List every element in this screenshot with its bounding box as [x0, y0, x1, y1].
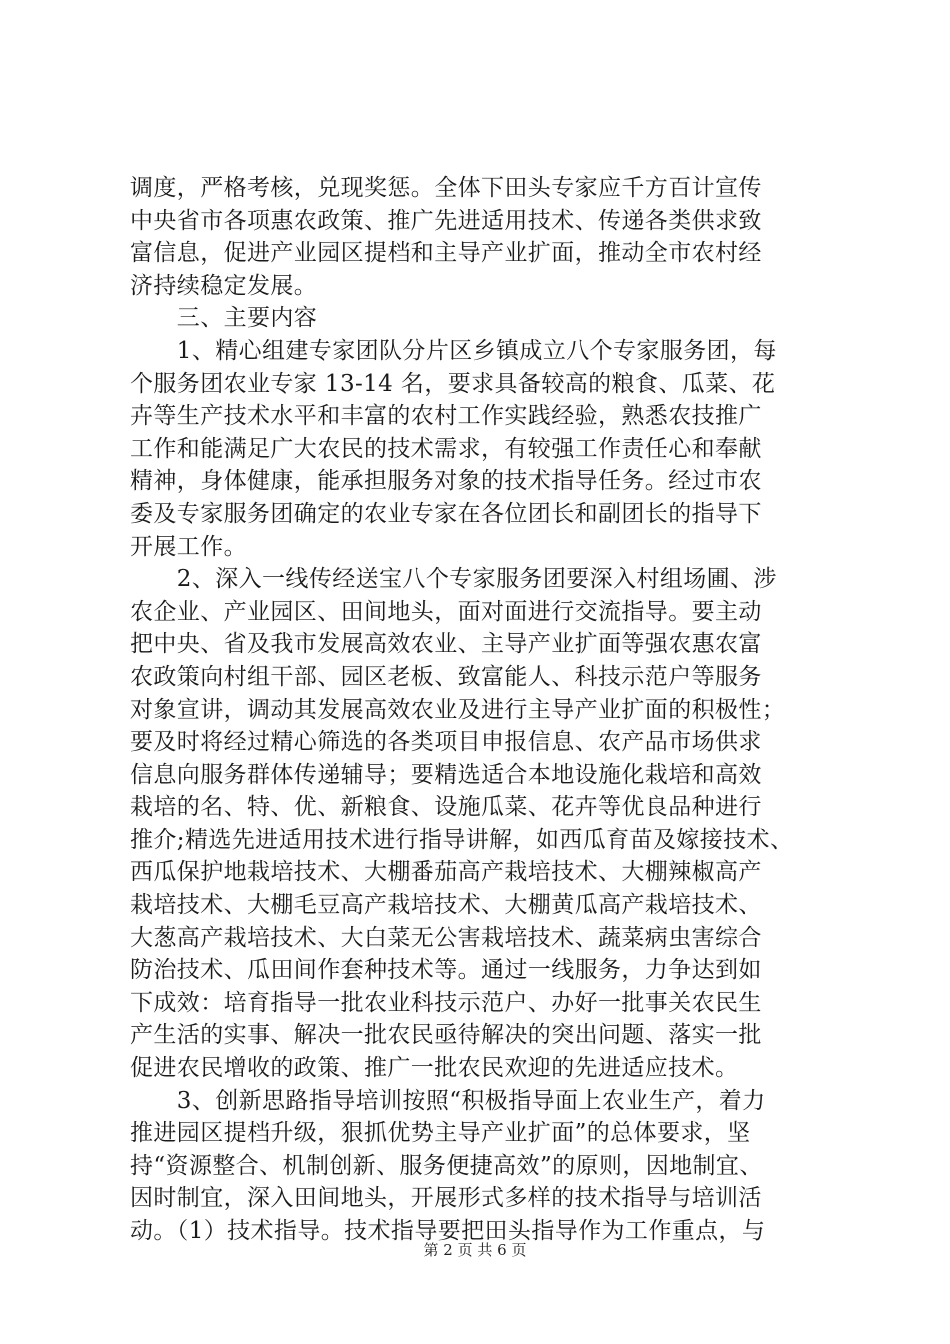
text-line: 1、精心组建专家团队分片区乡镇成立八个专家服务团，每 [130, 337, 777, 364]
text-line: 2、深入一线传经送宝八个专家服务团要深入村组场圃、涉 [130, 566, 777, 593]
text-line: 产生活的实事、解决一批农民亟待解决的突出问题、落实一批 [130, 1022, 762, 1049]
text-line: 持“资源整合、机制创新、服务便捷高效”的原则，因地制宜、 [130, 1152, 763, 1179]
text-line: 农政策向村组干部、园区老板、致富能人、科技示范户等服务 [130, 663, 762, 690]
text-line: 西瓜保护地栽培技术、大棚番茄高产栽培技术、大棚辣椒高产 [130, 859, 762, 886]
text-line: 精神，身体健康，能承担服务对象的技术指导任务。经过市农 [130, 468, 762, 495]
text-line: 开展工作。 [130, 533, 247, 560]
text-line: 卉等生产技术水平和丰富的农村工作实践经验，熟悉农技推广 [130, 403, 762, 430]
text-line: 3、创新思路指导培训按照“积极指导面上农业生产，着力 [130, 1087, 766, 1114]
text-line: 把中央、省及我市发展高效农业、主导产业扩面等强农惠农富 [130, 631, 762, 658]
text-line: 富信息，促进产业园区提档和主导产业扩面，推动全市农村经 [130, 240, 762, 267]
text-line: 农企业、产业园区、田间地头，面对面进行交流指导。要主动 [130, 598, 762, 625]
text-line: 大葱高产栽培技术、大白菜无公害栽培技术、蔬菜病虫害综合 [130, 924, 762, 951]
text-line: 济持续稳定发展。 [130, 272, 318, 299]
text-line: 防治技术、瓜田间作套种技术等。通过一线服务，力争达到如 [130, 957, 762, 984]
text-line: 促进农民增收的政策、推广一批农民欢迎的先进适应技术。 [130, 1055, 739, 1082]
page-footer: 第 2 页 共 6 页 [423, 1241, 527, 1259]
text-line: 委及专家服务团确定的农业专家在各位团长和副团长的指导下 [130, 500, 762, 527]
text-line: 栽培的名、特、优、新粮食、设施瓜菜、花卉等优良品种进行 [130, 794, 762, 821]
text-line: 动。（1）技术指导。技术指导要把田头指导作为工作重点，与 [130, 1218, 766, 1244]
text-line: 调度，严格考核，兑现奖惩。全体下田头专家应千方百计宣传 [130, 175, 762, 201]
text-line: 要及时将经过精心筛选的各类项目申报信息、农产品市场供求 [130, 729, 762, 756]
text-line: 信息向服务群体传递辅导；要精选适合本地设施化栽培和高效 [130, 761, 762, 788]
text-line: 栽培技术、大棚毛豆高产栽培技术、大棚黄瓜高产栽培技术、 [130, 892, 762, 919]
text-line: 工作和能满足广大农民的技术需求，有较强工作责任心和奉献 [130, 435, 762, 462]
text-line: 下成效：培育指导一批农业科技示范户、办好一批事关农民生 [130, 989, 762, 1016]
text-line: 中央省市各项惠农政策、推广先进适用技术、传递各类供求致 [130, 207, 762, 234]
body-text [130, 172, 830, 1248]
text-line: 个服务团农业专家 13-14 名，要求具备较高的粮食、瓜菜、花 [130, 370, 776, 397]
text-line: 推进园区提档升级，狠抓优势主导产业扩面”的总体要求，坚 [130, 1120, 751, 1147]
text-line: 因时制宜，深入田间地头，开展形式多样的技术指导与培训活 [130, 1185, 762, 1212]
text-line: 对象宣讲，调动其发展高效农业及进行主导产业扩面的积极性； [130, 696, 786, 723]
text-line: 三、主要内容 [130, 305, 318, 332]
text-line: 推介;精选先进适用技术进行指导讲解，如西瓜育苗及嫁接技术、 [130, 826, 794, 853]
